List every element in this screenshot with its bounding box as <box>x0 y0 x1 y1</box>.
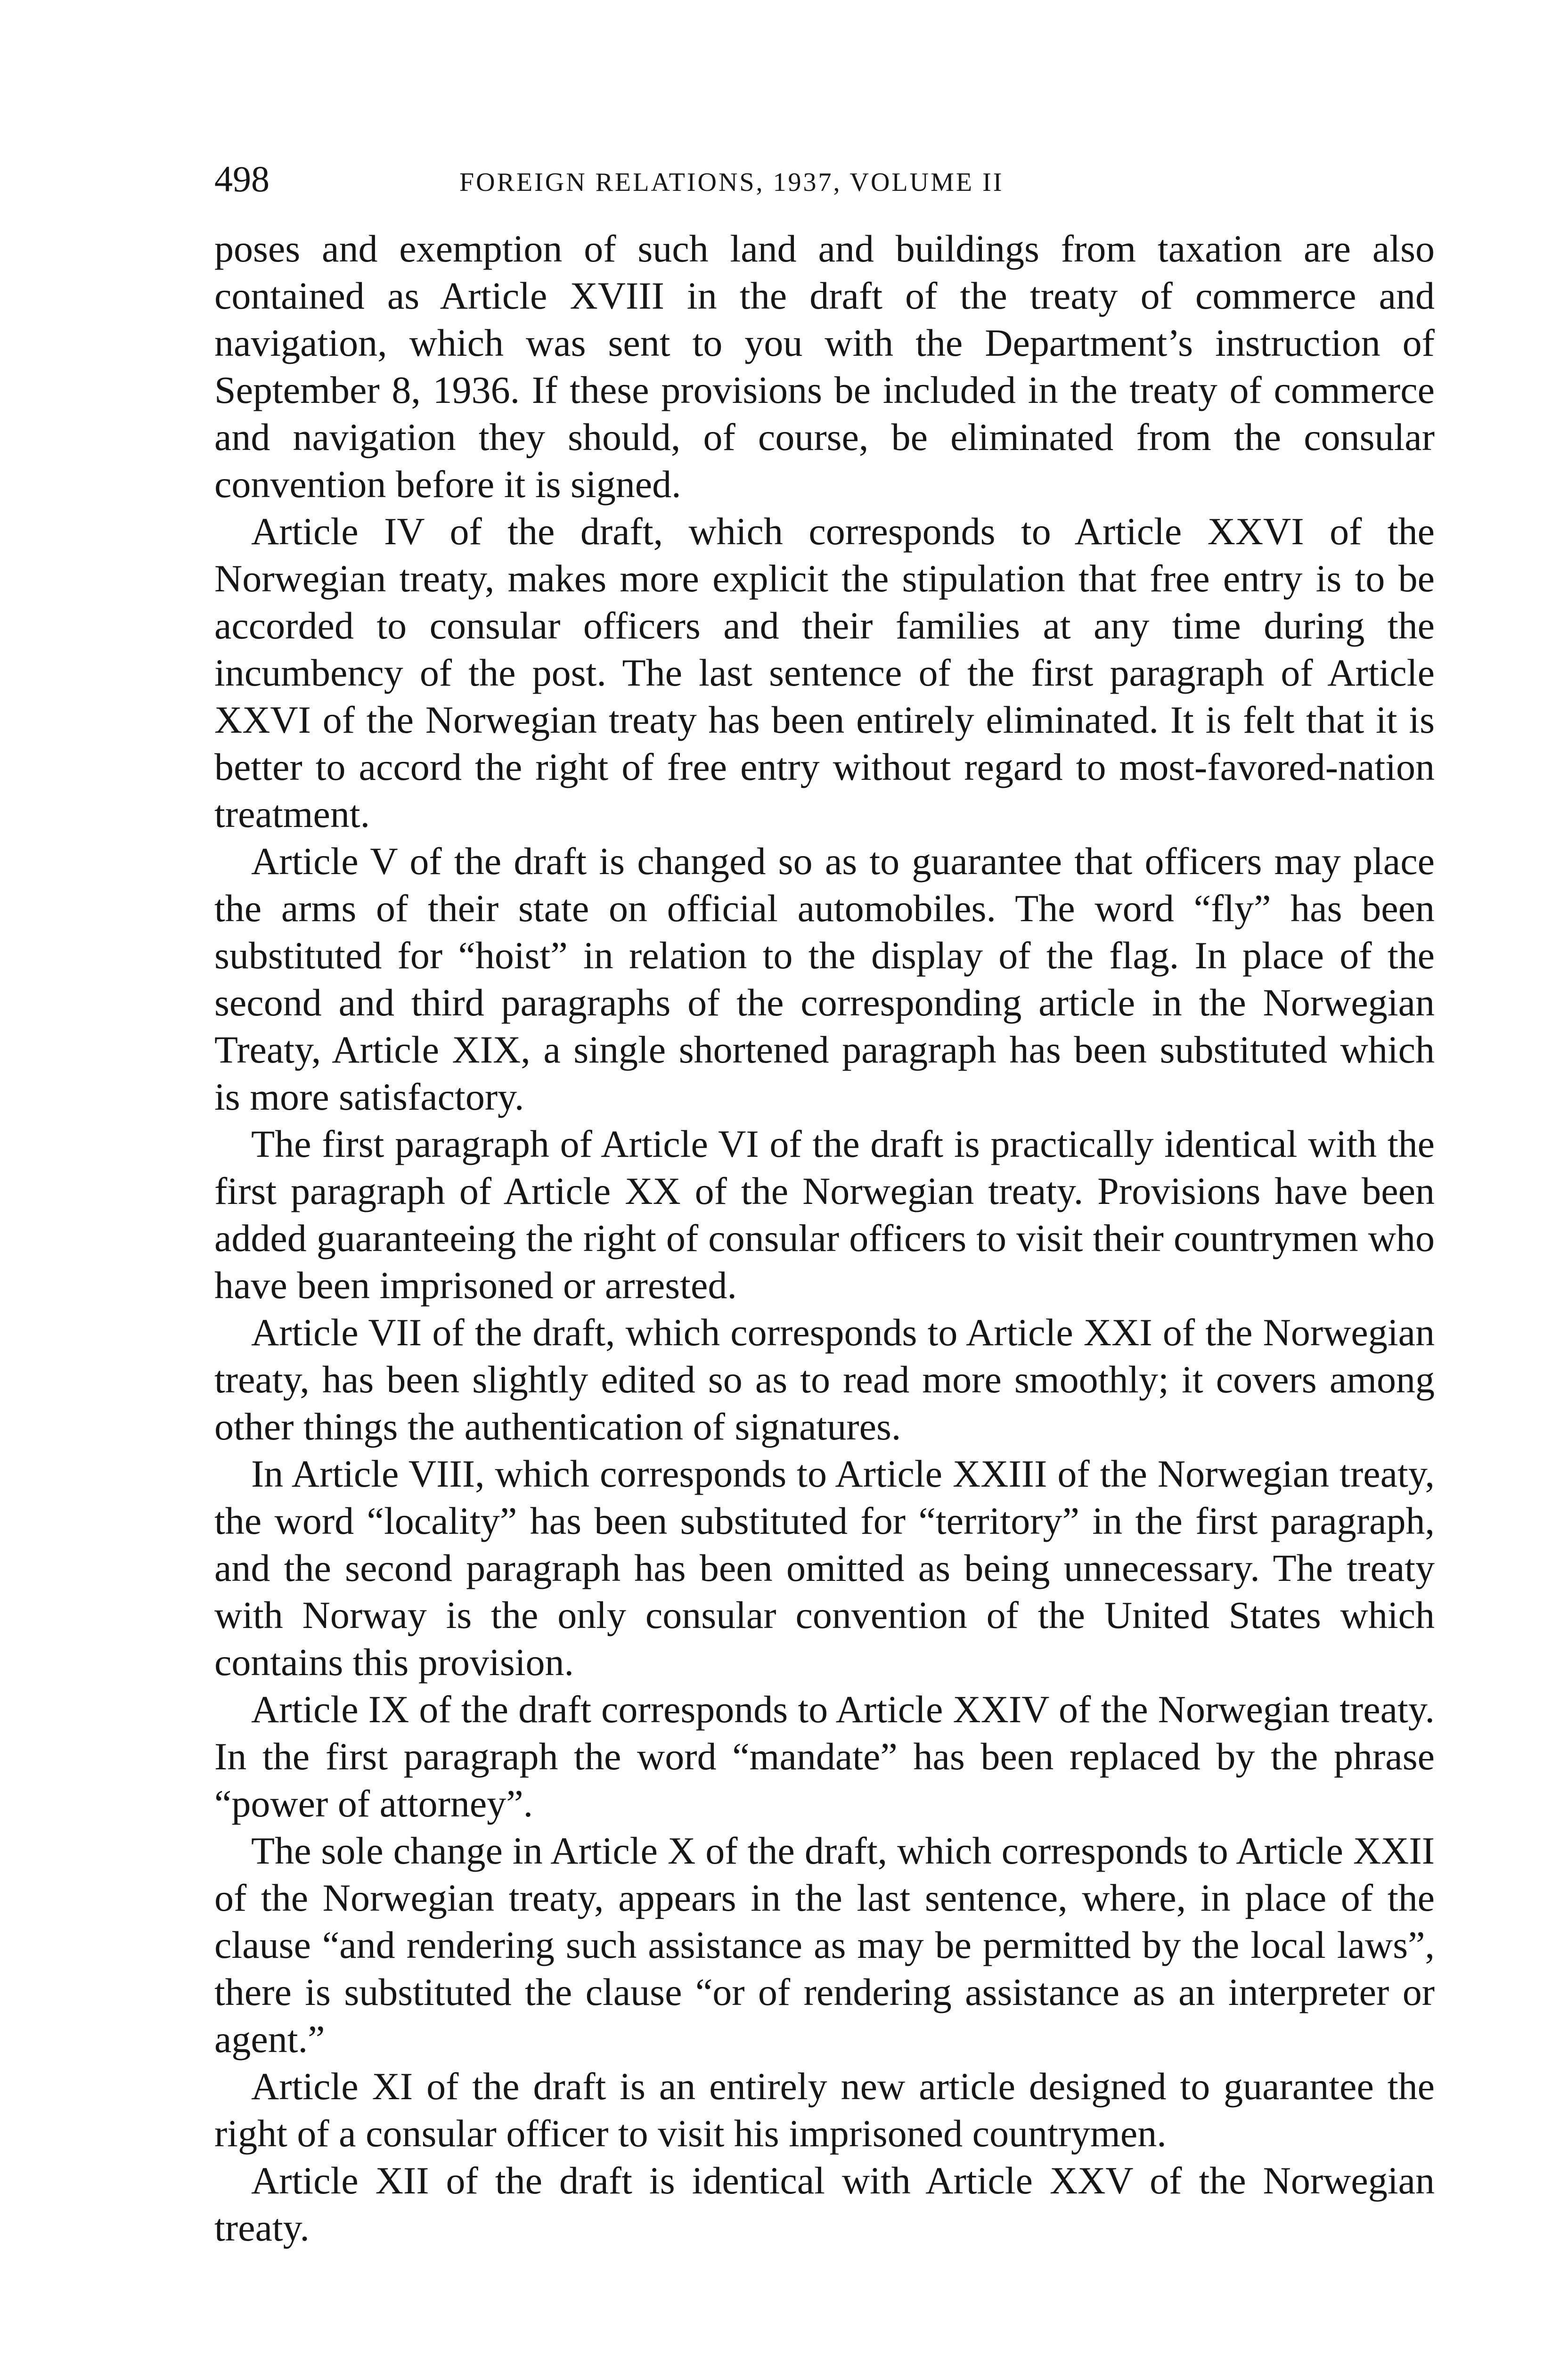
paragraph-article-v: Article V of the draft is changed so as to guarantee that officers may place the arms of their state on official automobiles. The word “fly” has been substituted for “hoist” in relation to the display of the flag. In place of the second and third paragraphs of the corresponding article in the Norwegian Treaty, Article XIX, a single shortened paragraph has been substituted which is more satisfactory. <box>214 840 1435 1118</box>
paragraph-article-iv: Article IV of the draft, which corresponds to Article XXVI of the Norwegian treaty, makes more explicit the stipulation that free entry is to be accorded to consular officers and their families at any time during the incumbency of the post. The last sentence of the first paragraph of Article XXVI of the Norwegian treaty has been entirely eliminated. It is felt that it is better to accord the right of free entry without regard to most-favored-nation treatment. <box>214 510 1435 835</box>
page-number: 498 <box>214 158 270 199</box>
document-page <box>214 155 1435 2251</box>
paragraph-article-viii: In Article VIII, which corresponds to Article XXIII of the Norwegian treaty, the word “locality” has been substituted for “territory” in the first paragraph, and the second paragraph has been omitted as being unnecessary. The treaty with Norway is the only consular convention of the United States which contains this provision. <box>214 1452 1435 1684</box>
paragraph-article-x: The sole change in Article X of the draft, which corresponds to Article XXII of the Norwegian treaty, appears in the last sentence, where, in place of the clause “and rendering such assistance as may be permitted by the local laws”, there is substituted the clause “or of rendering assistance as an interpreter or agent.” <box>214 1829 1435 2061</box>
paragraph-article-vi: The first paragraph of Article VI of the draft is practically identical with the first paragraph of Article XX of the Norwegian treaty. Provisions have been added guaranteeing the right of consular officers to visit their countrymen who have been imprisoned or arrested. <box>214 1122 1435 1307</box>
paragraph-article-xi: Article XI of the draft is an entirely new article designed to guarantee the right of a consular officer to visit his imprisoned countrymen. <box>214 2065 1435 2155</box>
paragraph-article-xii: Article XII of the draft is identical with Article XXV of the Norwegian treaty. <box>214 2159 1435 2249</box>
paragraph-continuation: poses and exemption of such land and buildings from taxation are also contained as Article XVIII in the draft of the treaty of commerce and navigation, which was sent to you with the Department’s instruction of September 8, 1936. If these provisions be included in the treaty of commerce and navigation they should, of course, be eliminated from the consular convention before it is signed. <box>214 227 1435 506</box>
running-head <box>214 155 1435 207</box>
running-head-title: FOREIGN RELATIONS, 1937, VOLUME II <box>459 168 1004 197</box>
paragraph-article-ix: Article IX of the draft corresponds to Article XXIV of the Norwegian treaty. In the first paragraph the word “mandate” has been replaced by the phrase “power of attorney”. <box>214 1688 1435 1825</box>
body-text <box>214 225 1435 2251</box>
paragraph-article-vii: Article VII of the draft, which corresponds to Article XXI of the Norwegian treaty, has been slightly edited so as to read more smoothly; it covers among other things the authentication of signatures. <box>214 1311 1435 1448</box>
